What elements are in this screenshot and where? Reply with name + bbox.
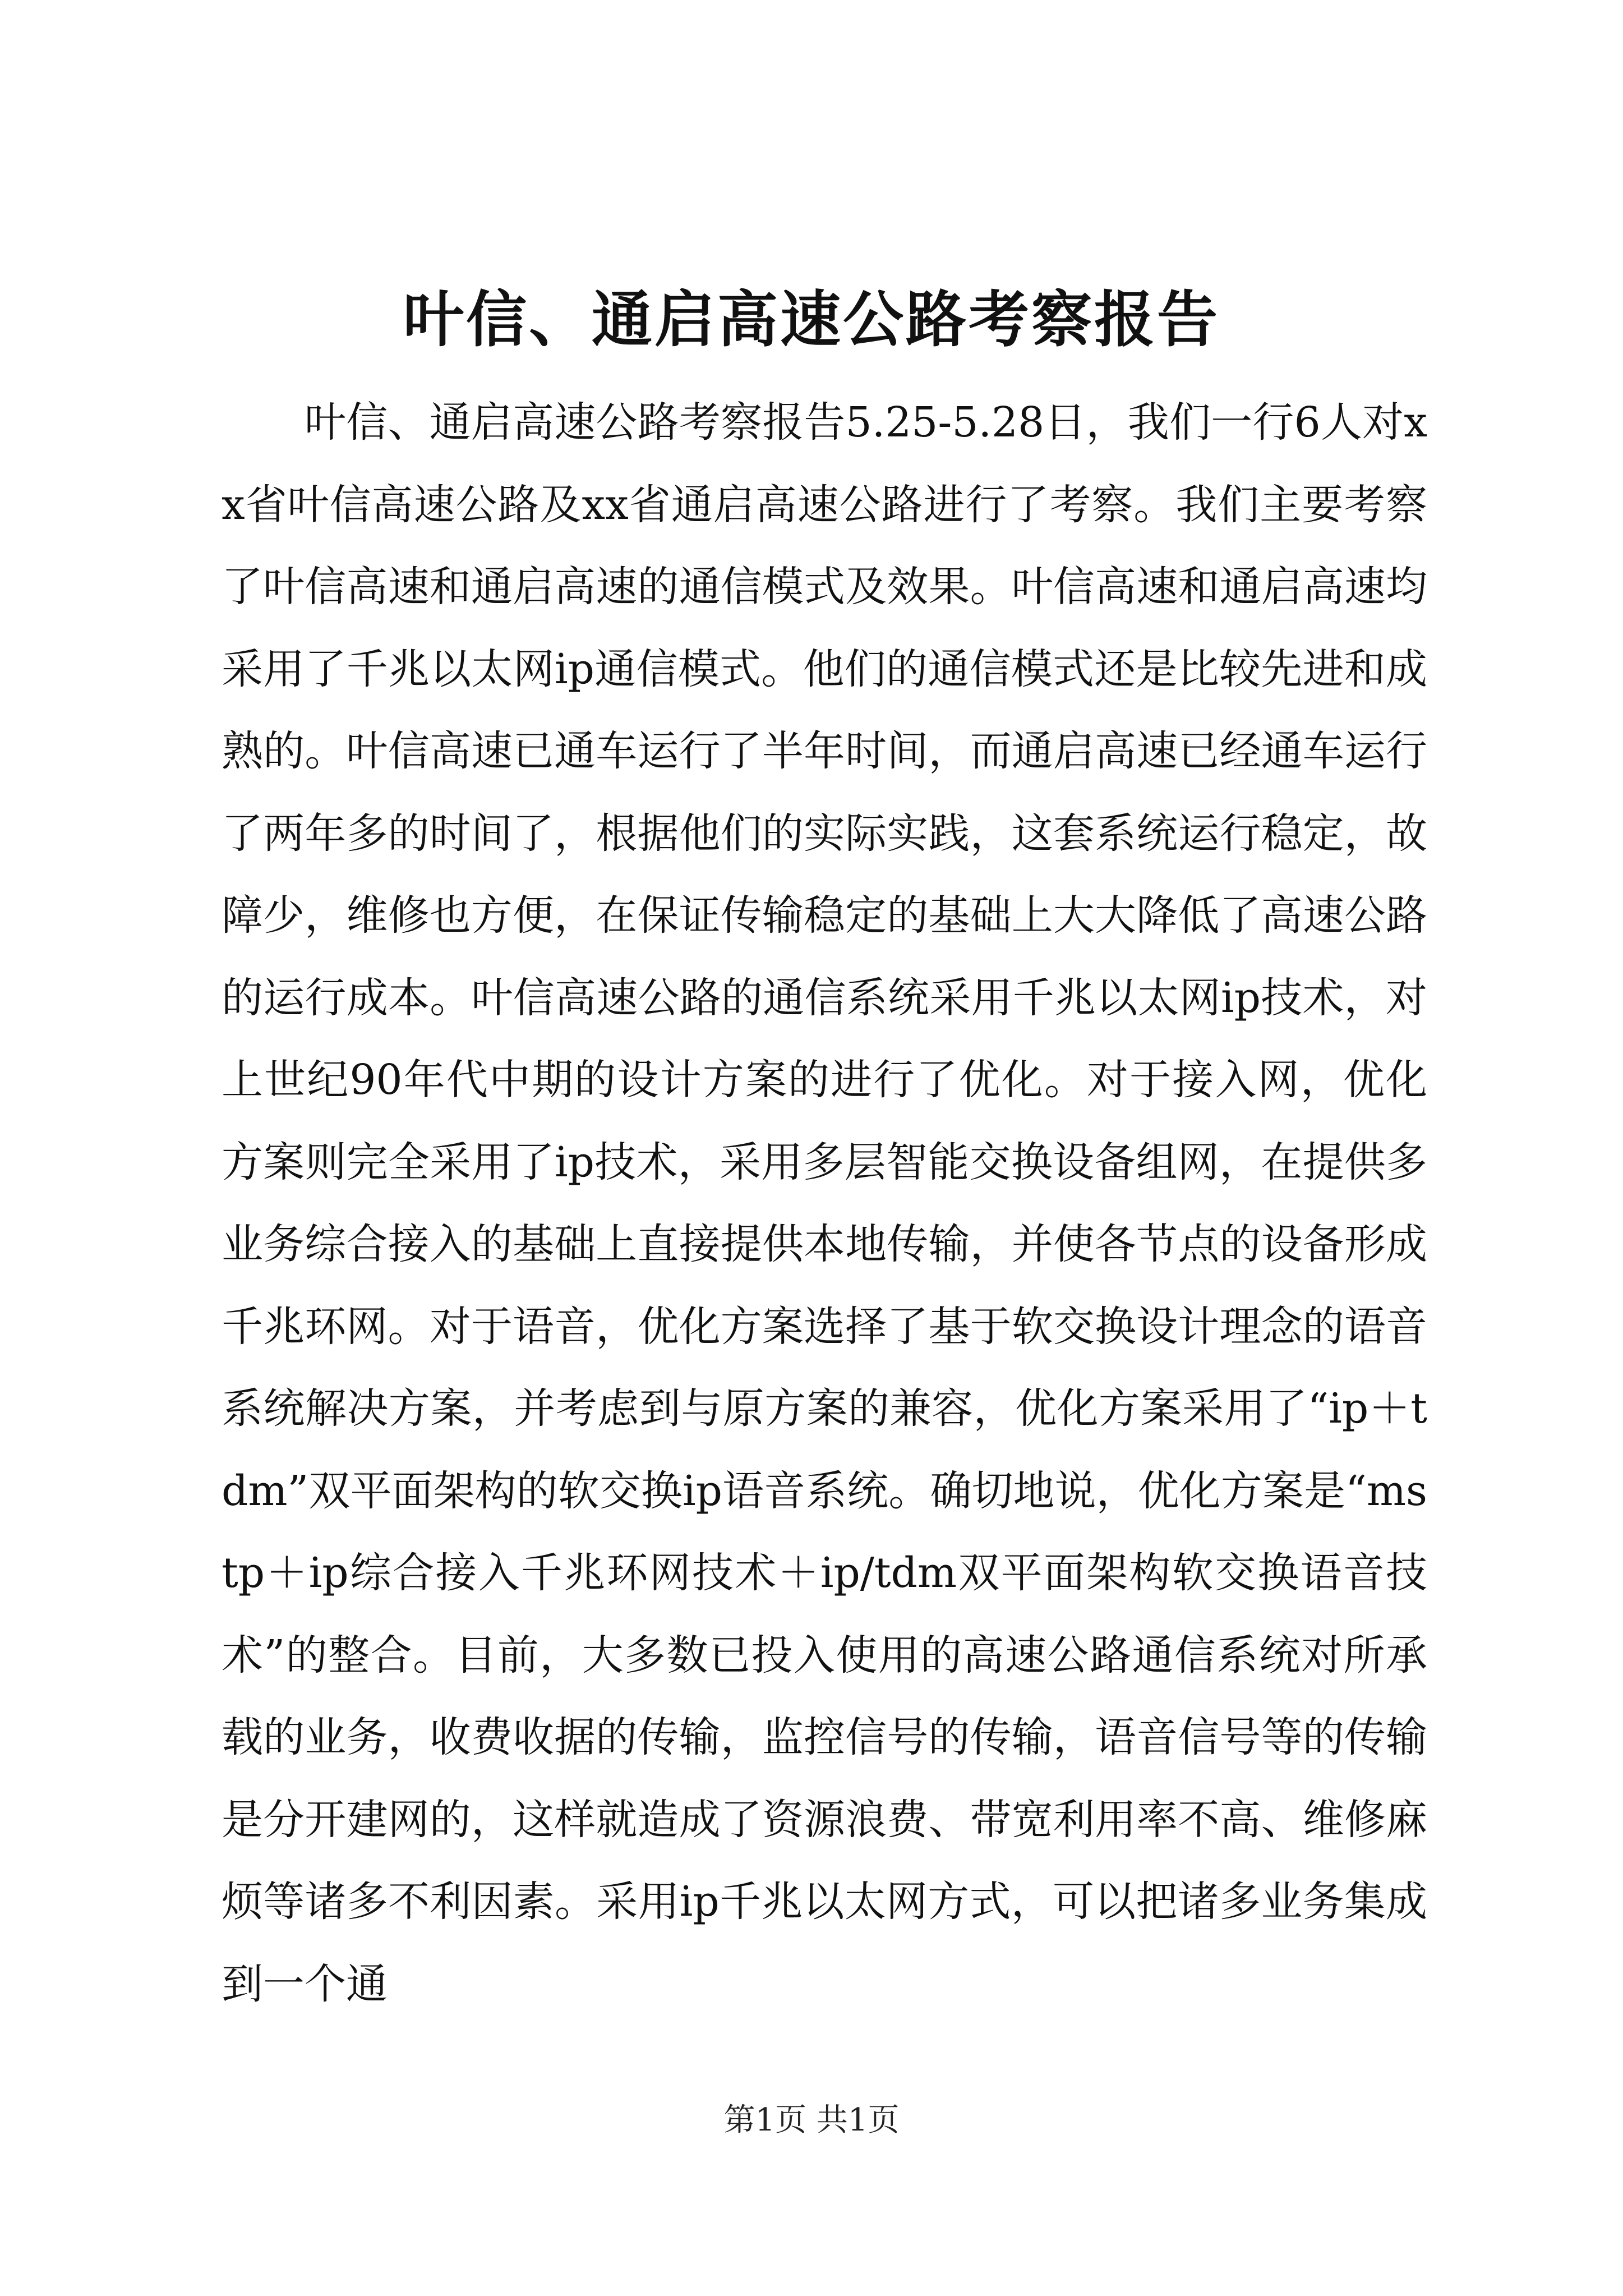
page-number-footer: 第1页 共1页 (723, 2102, 900, 2138)
document-body-paragraph: 叶信、通启高速公路考察报告5.25-5.28日，我们一行6人对xx省叶信高速公路及xx省通启高速公路进行了考察。我们主要考察了叶信高速和通启高速的通信模式及效果。叶信高速和通启高速均采用了千兆以太网ip通信模式。他们的通信模式还是比较先进和成熟的。叶信高速已通车运行了半年时间，而通启高速已经通车运行了两年多的时间了，根据他们的实际实践，这套系统运行稳定，故障少，维修也方便，在保证传输稳定的基础上大大降低了高速公路的运行成本。叶信高速公路的通信系统采用千兆以太网ip技术，对上世纪90年代中期的设计方案的进行了优化。对于接入网，优化方案则完全采用了ip技术，采用多层智能交换设备组网，在提供多业务综合接入的基础上直接提供本地传输，并使各节点的设备形成千兆环网。对于语音，优化方案选择了基于软交换设计理念的语音系统解决方案，并考虑到与原方案的兼容，优化方案采用了“ip＋tdm”双平面架构的软交换ip语音系统。确切地说，优化方案是“mstp＋ip综合接入千兆环网技术＋ip/tdm双平面架构软交换语音技术”的整合。目前，大多数已投入使用的高速公路通信系统对所承载的业务，收费收据的传输，监控信号的传输，语音信号等的传输是分开建网的，这样就造成了资源浪费、带宽利用率不高、维修麻烦等诸多不利因素。采用ip千兆以太网方式，可以把诸多业务集成到一个通 (222, 398, 1427, 2008)
document-title: 叶信、通启高速公路考察报告 (403, 284, 1220, 355)
